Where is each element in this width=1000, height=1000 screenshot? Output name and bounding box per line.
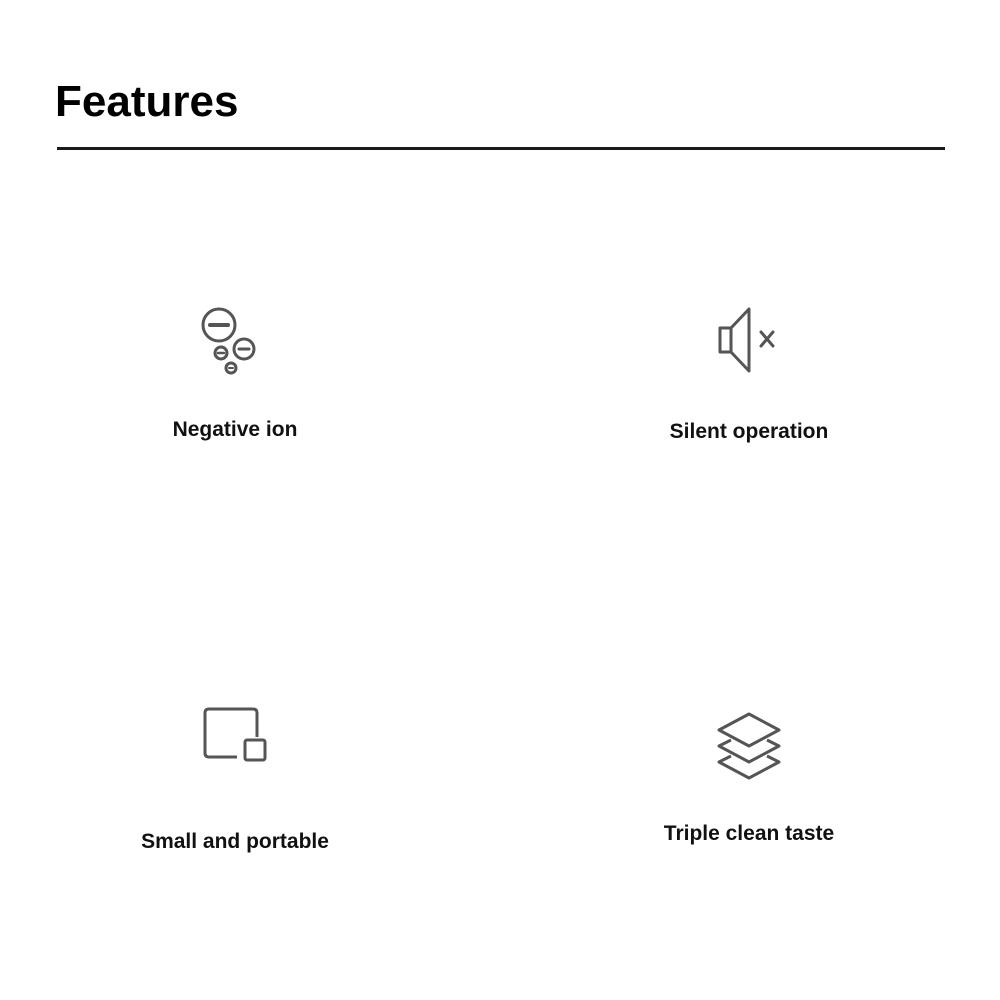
page-title: Features — [55, 77, 239, 126]
feature-label-small-portable: Small and portable — [141, 830, 329, 853]
feature-label-silent-operation: Silent operation — [669, 420, 829, 443]
feature-triple-clean — [549, 708, 949, 846]
feature-label-negative-ion: Negative ion — [172, 418, 298, 441]
feature-small-portable — [35, 700, 435, 854]
feature-label-triple-clean: Triple clean taste — [663, 822, 835, 845]
negative-ion-icon — [195, 300, 275, 380]
layers-icon — [709, 708, 789, 788]
compact-size-icon — [195, 700, 275, 780]
title-divider — [57, 147, 945, 150]
feature-negative-ion — [35, 300, 435, 442]
mute-speaker-icon — [709, 300, 789, 380]
feature-silent-operation — [549, 300, 949, 444]
